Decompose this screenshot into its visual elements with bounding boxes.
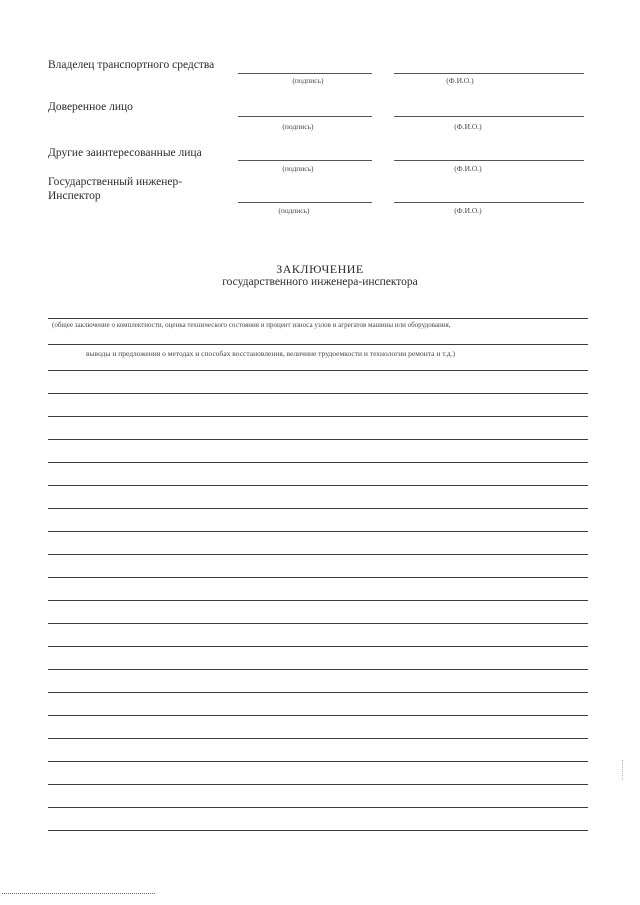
conclusion-ruled-line [48, 485, 588, 486]
conclusion-ruled-line [48, 439, 588, 440]
owner-label: Владелец транспортного средства [48, 59, 215, 71]
interested-parties-name-line [394, 160, 584, 161]
interested-parties-name-caption: (Ф.И.О.) [454, 164, 482, 173]
conclusion-ruled-line [48, 623, 588, 624]
conclusion-ruled-line [48, 646, 588, 647]
interested-parties-label: Другие заинтересованные лица [48, 147, 202, 159]
conclusion-ruled-line [48, 370, 588, 371]
conclusion-ruled-line [48, 715, 588, 716]
conclusion-ruled-line [48, 554, 588, 555]
inspector-name-line [394, 202, 584, 203]
conclusion-title: ЗАКЛЮЧЕНИЕ [276, 262, 364, 276]
conclusion-ruled-line [48, 784, 588, 785]
trustee-name-line [394, 116, 584, 117]
conclusion-ruled-line [48, 830, 588, 831]
conclusion-ruled-line [48, 393, 588, 394]
inspector-name-caption: (Ф.И.О.) [454, 206, 482, 215]
owner-name-line [394, 73, 584, 74]
conclusion-ruled-line [48, 577, 588, 578]
conclusion-ruled-line [48, 738, 588, 739]
interested-parties-signature-line [238, 160, 372, 161]
conclusion-caption-line1: (общее заключение о комплектности, оценка технического состояния и процент износа узлов и агрегатов машины или оборудования, [52, 321, 451, 329]
conclusion-ruled-line [48, 761, 588, 762]
trustee-signature-caption: (подпись) [282, 122, 314, 131]
conclusion-ruled-line [48, 531, 588, 532]
owner-signature-line [238, 73, 372, 74]
conclusion-ruled-line [48, 416, 588, 417]
conclusion-ruled-line [48, 508, 588, 509]
owner-signature-caption: (подпись) [292, 76, 324, 85]
conclusion-rule-first [48, 318, 588, 319]
trustee-signature-line [238, 116, 372, 117]
conclusion-ruled-line [48, 600, 588, 601]
conclusion-caption-line2: выводы и предложения о методах и способах восстановления, величине трудоемкости и технологии ремонта и т.д.) [86, 349, 456, 358]
inspector-signature-line [238, 202, 372, 203]
conclusion-subtitle: государственного инженера-инспектора [222, 276, 418, 288]
trustee-name-caption: (Ф.И.О.) [454, 122, 482, 131]
trustee-label: Доверенное лицо [48, 101, 133, 113]
conclusion-ruled-line [48, 692, 588, 693]
footer-dotted-line [2, 893, 155, 894]
inspector-label: Государственный инженер-Инспектор [48, 176, 183, 202]
inspector-signature-caption: (подпись) [278, 206, 310, 215]
conclusion-ruled-line [48, 462, 588, 463]
interested-parties-signature-caption: (подпись) [282, 164, 314, 173]
owner-name-caption: (Ф.И.О.) [446, 76, 474, 85]
margin-mark [622, 760, 625, 780]
conclusion-ruled-line [48, 669, 588, 670]
conclusion-rule-second [48, 344, 588, 345]
conclusion-ruled-line [48, 807, 588, 808]
